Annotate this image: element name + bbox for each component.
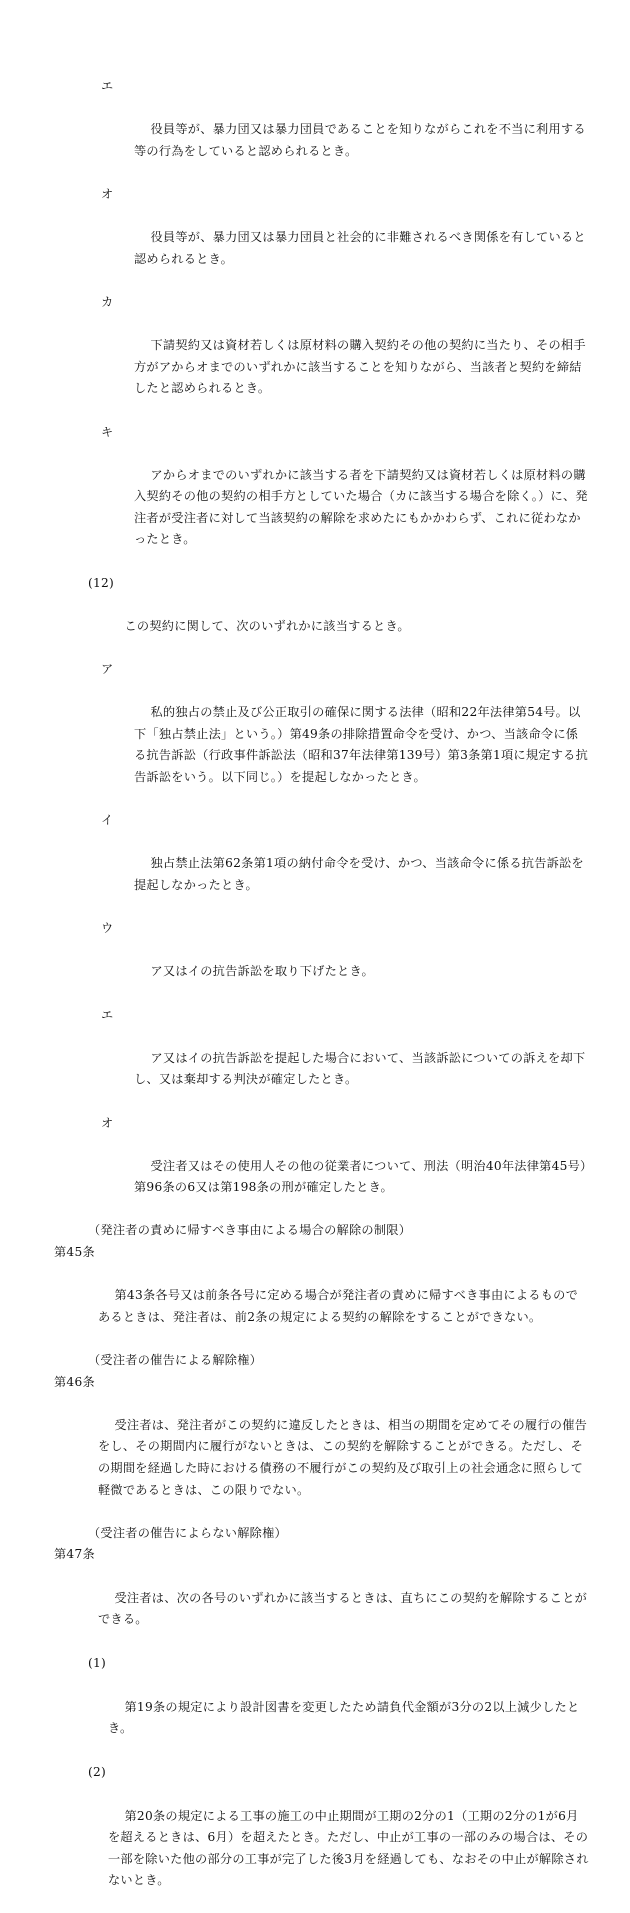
item-text: 第19条の規定により設計図書を変更したため請負代金額が3分の2以上減少したとき。 <box>108 1699 580 1736</box>
subitem-key: イ <box>101 813 114 828</box>
article-45-heading: （発注者の責めに帰すべき事由による場合の解除の制限） <box>88 1223 412 1238</box>
item-ki <box>76 422 590 573</box>
subitem-text: 独占禁止法第62条第1項の納付命令を受け、かつ、当該命令に係る抗告訴訟を提起しなかったとき。 <box>134 856 584 892</box>
item-text: 第20条の規定による工事の施工の中止期間が工期の2分の1（工期の2分の1が6月を超えるときは、6月）を超えたとき。ただし、中止が工事の一部のみの場合は、その一部を除いた他の部分の工事が完了した後3月を経過しても、なおその中止が解除されないとき。 <box>108 1808 589 1888</box>
item-key: エ <box>101 79 114 93</box>
subitem-key: オ <box>101 1115 114 1130</box>
item-12 <box>76 573 590 659</box>
article-47 <box>54 1544 590 1652</box>
subitem-key: エ <box>101 1007 114 1022</box>
subitem-a <box>76 659 590 810</box>
item-key: オ <box>101 186 114 201</box>
item-text: アからオまでのいずれかに該当する者を下請契約又は資材若しくは原材料の購入契約その他の契約の相手方としていた場合（カに該当する場合を除く。）に、発注者が受注者に対して当該契約の解除を求めたにもかかわらず、これに従わなかったとき。 <box>134 467 588 547</box>
subitem-u <box>76 918 590 1004</box>
item-text: 役員等が、暴力団又は暴力団員と社会的に非難されるべき関係を有していると認められるとき。 <box>134 230 586 266</box>
article-text: 受注者は、次の各号のいずれかに該当するときは、直ちにこの契約を解除することができる。 <box>98 1590 588 1627</box>
article-number: 第46条 <box>54 1374 95 1389</box>
article-number: 第47条 <box>54 1547 95 1562</box>
article-47-heading: （受注者の催告によらない解除権） <box>88 1525 287 1540</box>
item-text: 下請契約又は資材若しくは原材料の購入契約その他の契約に当たり、その相手方がアからオまでのいずれかに該当することを知りながら、当該者と契約を締結したと認められるとき。 <box>134 338 586 396</box>
subitem-text: ア又はイの抗告訴訟を取り下げたとき。 <box>150 964 374 979</box>
article-47-item-1 <box>76 1653 590 1761</box>
item-key: (2) <box>88 1765 107 1780</box>
item-key: キ <box>101 424 114 439</box>
subitem-key: ウ <box>101 921 114 936</box>
item-key: (12) <box>88 575 115 590</box>
article-text: 受注者は、発注者がこの契約に違反したときは、相当の期間を定めてその履行の催告をし、その期間内に履行がないときは、この契約を解除することができる。ただし、その期間を経過した時における債務の不履行がこの契約及び取引上の社会通念に照らして軽微であるときは、この限りでない。 <box>98 1417 588 1497</box>
article-46-heading: （受注者の催告による解除権） <box>88 1353 263 1368</box>
article-46 <box>54 1372 590 1523</box>
item-o <box>76 184 590 292</box>
item-text: 役員等が、暴力団又は暴力団員であることを知りながらこれを不当に利用する等の行為をしていると認められるとき。 <box>134 122 586 158</box>
item-text: この契約に関して、次のいずれかに該当するとき。 <box>124 618 410 633</box>
subitem-key: ア <box>101 662 114 677</box>
subitem-o <box>76 1113 590 1221</box>
item-ka <box>76 292 590 422</box>
item-key: (1) <box>88 1656 107 1671</box>
article-text: 第43条各号又は前条各号に定める場合が発注者の責めに帰すべき事由によるものであるときは、発注者は、前2条の規定による契約の解除をすることができない。 <box>98 1288 579 1324</box>
subitem-text: ア又はイの抗告訴訟を提起した場合において、当該訴訟についての訴えを却下し、又は棄却する判決が確定したとき。 <box>134 1050 586 1087</box>
article-45 <box>54 1242 590 1350</box>
article-number: 第45条 <box>54 1245 95 1260</box>
item-e <box>76 76 590 184</box>
article-47-item-2 <box>76 1762 590 1913</box>
subitem-text: 私的独占の禁止及び公正取引の確保に関する法律（昭和22年法律第54号。以下「独占禁止法」という。）第49条の排除措置命令を受け、かつ、当該命令に係る抗告訴訟（行政事件訴訟法（昭和37年法律第139号）第3条第1項に規定する抗告訴訟をいう。以下同じ。）を提起しなかったとき。 <box>134 705 589 784</box>
subitem-i <box>76 810 590 918</box>
subitem-text: 受注者又はその使用人その他の従業者について、刑法（明治40年法律第45号）第96条の6又は第198条の刑が確定したとき。 <box>134 1158 587 1195</box>
subitem-e <box>76 1005 590 1113</box>
item-key: カ <box>101 294 114 309</box>
